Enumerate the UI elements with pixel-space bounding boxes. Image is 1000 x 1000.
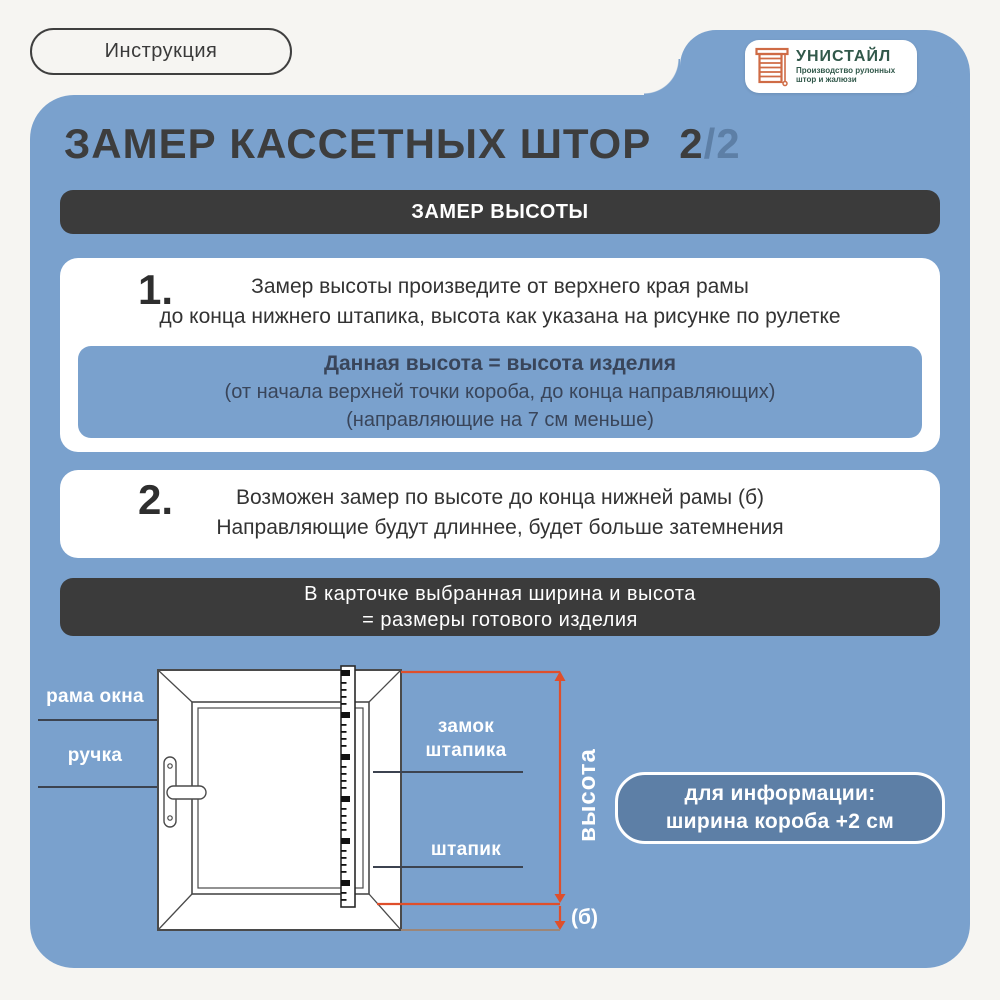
section-header-label: ЗАМЕР ВЫСОТЫ <box>411 200 589 223</box>
footer-bar <box>60 578 940 636</box>
instruction-badge-label: Инструкция <box>104 40 218 62</box>
section-header-bar <box>60 190 940 234</box>
blinds-icon <box>755 47 789 87</box>
note-line-3: (направляющие на 7 см меньше) <box>346 409 654 431</box>
footer-bar-line-1: В карточке выбранная ширина и высота <box>304 583 696 605</box>
b-mark-label: (б) <box>571 906 598 929</box>
card-corner-fillet <box>644 59 680 95</box>
step-1-number: 1. <box>138 266 174 313</box>
step-1-card <box>60 258 940 452</box>
window-handle-lever <box>167 786 206 799</box>
page-title <box>64 120 741 168</box>
step-2-number: 2. <box>138 476 174 523</box>
brand-tagline-2: штор и жалюзи <box>796 74 857 84</box>
step-1-line-1: Замер высоты произведите от верхнего края рамы <box>251 275 749 298</box>
step-2-text <box>60 470 940 543</box>
page-number-total: 2 <box>716 120 741 167</box>
info-card-line-2: ширина короба +2 см <box>665 810 895 833</box>
note-headline: Данная высота = высота изделия <box>324 352 676 375</box>
step-2-line-1: Возможен замер по высоте до конца нижней рамы (б) <box>235 486 764 509</box>
height-axis-label: высота <box>574 748 601 842</box>
bead-lock-label <box>406 715 526 763</box>
bead-label: штапик <box>430 839 502 860</box>
brand-name: УНИСТАЙЛ <box>796 47 892 65</box>
page-title-text: ЗАМЕР КАССЕТНЫХ ШТОР <box>64 120 652 167</box>
handle-label: ручка <box>67 745 123 766</box>
instruction-badge[interactable] <box>30 28 292 75</box>
note-line-2: (от начала верхней точки короба, до конца направляющих) <box>224 381 776 403</box>
step-1-note-panel <box>78 346 922 438</box>
info-card-line-1: для информации: <box>684 782 876 805</box>
bead-lock-label-line-1: замок <box>437 716 495 737</box>
frame-label: рама окна <box>46 686 144 707</box>
brand-text <box>796 49 895 85</box>
info-card <box>615 772 945 844</box>
page-number-separator: / <box>703 120 717 167</box>
step-1-line-2: до конца нижнего штапика, высота как указана на рисунке по рулетке <box>159 305 841 328</box>
step-2-line-2: Направляющие будут длиннее, будет больше затемнения <box>216 516 784 539</box>
bead-lock-label-line-2: штапика <box>425 740 507 761</box>
footer-bar-line-2: = размеры готового изделия <box>362 609 638 631</box>
step-1-text <box>60 258 940 332</box>
brand-tagline-1: Производство рулонных <box>796 65 896 75</box>
page-number-current: 2 <box>679 120 704 167</box>
step-2-card <box>60 470 940 558</box>
brand-logo[interactable] <box>745 40 917 93</box>
